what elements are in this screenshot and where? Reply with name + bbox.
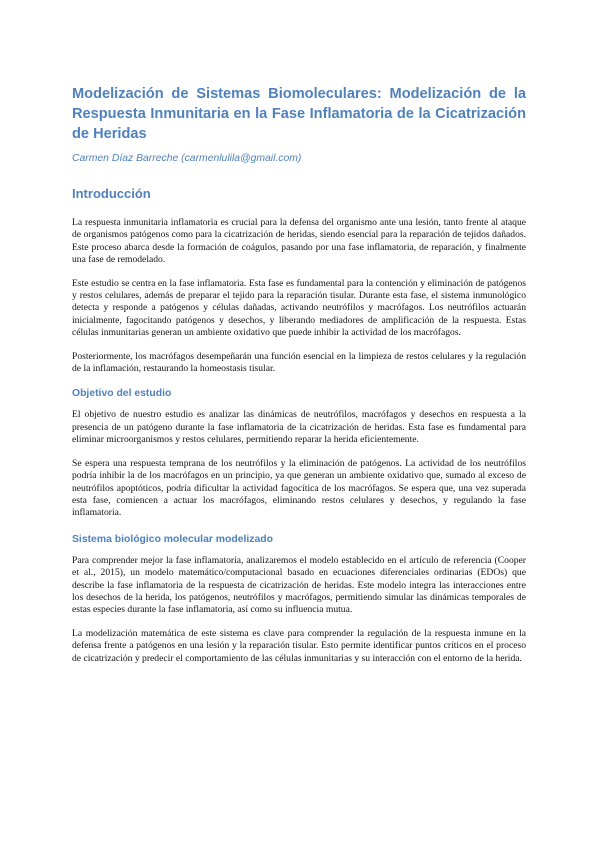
objective-paragraph-2: Se espera una respuesta temprana de los neutrófilos y la eliminación de patógenos. La actividad de los neutrófilos podría inhibir la de los macrófagos en un principio, ya que generan un ambiente oxidativo que, sumado al exceso de neutrófilos apoptóticos, podría dificultar la actividad fagocítica de los macrófagos. Se espera que, una vez superada esta fase, comiencen a actuar los macrófagos, eliminando restos celulares y desechos, y regulando la fase inflamatoria. (72, 457, 526, 519)
system-paragraph-2: La modelización matemática de este sistema es clave para comprender la regulación de la respuesta inmune en la defensa frente a patógenos en una lesión y la reparación tisular. Esto permite identificar puntos críticos en el proceso de cicatrización y predecir el comportamiento de las células inmunitarias y su interacción con el entorno de la herida. (72, 627, 526, 664)
section-heading-sistema: Sistema biológico molecular modelizado (72, 533, 273, 545)
paper-page (72, 84, 526, 665)
objective-paragraph-1: El objetivo de nuestro estudio es analizar las dinámicas de neutrófilos, macrófagos y desechos en respuesta a la presencia de un patógeno durante la fase inflamatoria de la cicatrización de heridas. Esta fase es fundamental para eliminar microorganismos y restos celulares, permitiendo reparar la herida eficientemente. (72, 409, 526, 446)
section-heading-introduccion: Introducción (72, 186, 151, 201)
intro-paragraph-2: Este estudio se centra en la fase inflamatoria. Esta fase es fundamental para la contención y eliminación de patógenos y restos celulares, además de preparar el tejido para la reparación tisular. Durante esta fase, el sistema inmunológico detecta y responde a patógenos y células dañadas, activando neutrófilos y macrófagos. Los neutrófilos actuarán inicialmente, fagocitando patógenos y desechos, y liberando mediadores de amplificación de la respuesta. Estas células inmunitarias generan un ambiente oxidativo que puede inhibir la actividad de los macrófagos. (72, 277, 526, 339)
paper-title: Modelización de Sistemas Biomoleculares: Modelización de la Respuesta Inmunitaria en la Fase Inflamatoria de la Cicatrización de Heridas (72, 86, 526, 142)
section-heading-objetivo: Objetivo del estudio (72, 388, 172, 400)
intro-paragraph-1: La respuesta inmunitaria inflamatoria es crucial para la defensa del organismo ante una lesión, tanto frente al ataque de organismos patógenos como para la cicatrización de heridas, siendo esencial para la reparación de tejidos dañados. Este proceso abarca desde la formación de coágulos, pasando por una fase inflamatoria, de reparación, y finalmente una fase de remodelado. (72, 217, 526, 266)
intro-paragraph-3: Posteriormente, los macrófagos desempeñarán una función esencial en la limpieza de restos celulares y la regulación de la inflamación, restaurando la homeostasis tisular. (72, 350, 526, 375)
system-paragraph-1: Para comprender mejor la fase inflamatoria, analizaremos el modelo establecido en el artículo de referencia (Cooper et al., 2015), un modelo matemático/computacional basado en ecuaciones diferenciales ordinarias (EDOs) que describe la fase inflamatoria de la respuesta de cicatrización de heridas. Este modelo integra las interacciones entre los desechos de la herida, los patógenos, neutrófilos y macrófagos, permitiendo simular las dinámicas temporales de estas especies durante la fase inflamatoria, así como su influencia mutua. (72, 554, 526, 616)
author-line: Carmen Díaz Barreche (carmenlulila@gmail.com) (72, 153, 302, 164)
